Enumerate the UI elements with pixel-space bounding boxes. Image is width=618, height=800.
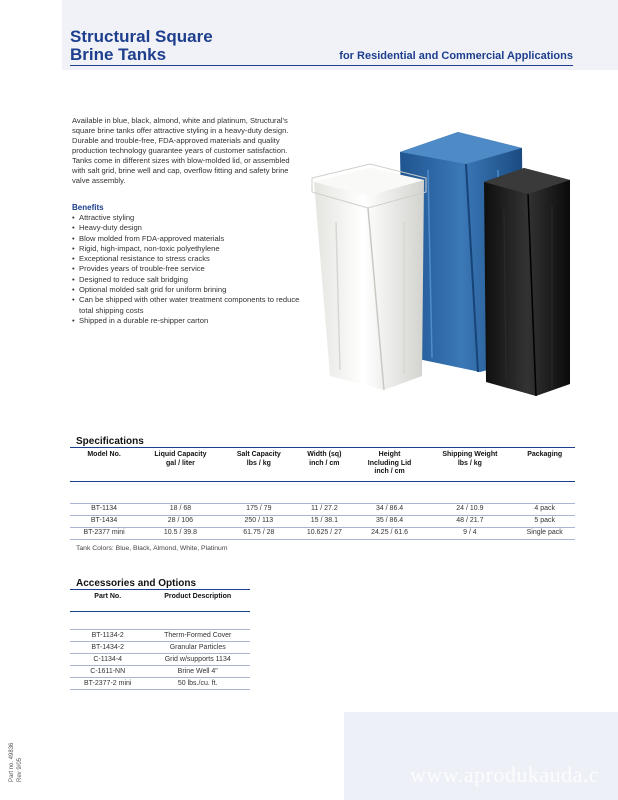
column-header: Width (sq) inch / cm: [295, 448, 354, 482]
table-cell: 9 / 4: [425, 527, 514, 539]
benefit-item: • Attractive styling: [72, 213, 304, 223]
benefit-item: • Shipped in a durable re-shipper carton: [72, 316, 304, 326]
column-header: Model No.: [70, 448, 138, 482]
table-cell: BT-1434: [70, 515, 138, 527]
table-header-row: [70, 448, 575, 482]
column-header: Height Including Lid inch / cm: [354, 448, 426, 482]
title-divider: [70, 65, 573, 66]
table-cell: 11 / 27.2: [295, 503, 354, 515]
column-header: Packaging: [514, 448, 575, 482]
table-row: [70, 678, 250, 690]
benefits-heading: Benefits: [72, 203, 104, 212]
part-number-text: Part no. 49836: [9, 742, 15, 782]
table-cell: Granular Particles: [145, 642, 250, 654]
table-cell: 175 / 79: [223, 503, 295, 515]
title-line-2: Brine Tanks: [70, 45, 167, 64]
table-row: [70, 503, 575, 515]
specifications-heading: Specifications: [76, 436, 144, 447]
table-cell: 24.25 / 61.6: [354, 527, 426, 539]
accessories-table: [70, 589, 250, 690]
table-cell: 10.625 / 27: [295, 527, 354, 539]
table-cell: Single pack: [514, 527, 575, 539]
accessories-heading: Accessories and Options: [76, 578, 197, 589]
table-cell: 24 / 10.9: [425, 503, 514, 515]
table-cell: 50 lbs./cu. ft.: [145, 678, 250, 690]
table-cell: Brine Well 4": [145, 666, 250, 678]
table-row: [70, 666, 250, 678]
part-number-label: [8, 743, 24, 782]
column-header: Part No.: [70, 590, 145, 612]
table-row: [70, 642, 250, 654]
table-cell: BT-1134: [70, 503, 138, 515]
white-tank: [312, 164, 426, 390]
table-row: [70, 630, 250, 642]
intro-paragraph: Available in blue, black, almond, white and platinum, Structural's square brine tanks offer attractive styling in a heavy-duty design. Durable and trouble-free, FDA-approved materials and quality production technology guarantee years of customer satisfaction. Tanks come in different sizes with blow-molded lid, or assembled with salt grid, brine well and cap, overflow fitting and safety brine valve assembly.: [72, 116, 290, 185]
benefit-item: • Can be shipped with other water treatment components to reduce total shipping costs: [72, 295, 304, 316]
table-cell: 35 / 86.4: [354, 515, 426, 527]
tank-colors-note: Tank Colors: Blue, Black, Almond, White, Platinum: [76, 545, 228, 552]
table-cell: BT-1434-2: [70, 642, 145, 654]
column-header: Shipping Weight lbs / kg: [425, 448, 514, 482]
benefit-item: • Optional molded salt grid for uniform brining: [72, 285, 304, 295]
benefit-item: • Designed to reduce salt bridging: [72, 275, 304, 285]
table-cell: 28 / 106: [138, 515, 223, 527]
table-row: [70, 654, 250, 666]
page-subtitle: for Residential and Commercial Applications: [339, 50, 573, 62]
table-cell: C-1611-NN: [70, 666, 145, 678]
table-cell: 48 / 21.7: [425, 515, 514, 527]
table-cell: 10.5 / 39.8: [138, 527, 223, 539]
table-header-row: [70, 590, 250, 612]
table-cell: BT-2377 mini: [70, 527, 138, 539]
table-cell: Therm-Formed Cover: [145, 630, 250, 642]
table-cell: 15 / 38.1: [295, 515, 354, 527]
table-cell: 18 / 68: [138, 503, 223, 515]
benefit-item: • Heavy-duty design: [72, 223, 304, 233]
specifications-table: [70, 447, 575, 540]
table-cell: 34 / 86.4: [354, 503, 426, 515]
brine-tanks-photo: [308, 130, 573, 400]
column-header: Salt Capacity lbs / kg: [223, 448, 295, 482]
table-row: [70, 515, 575, 527]
table-cell: C-1134-4: [70, 654, 145, 666]
benefit-item: • Provides years of trouble-free service: [72, 264, 304, 274]
black-tank: [484, 168, 570, 396]
table-cell: BT-2377-2 mini: [70, 678, 145, 690]
revision-text: Rev 9/05: [17, 757, 23, 782]
benefit-item: • Rigid, high-impact, non-toxic polyethylene: [72, 244, 304, 254]
column-header: Product Description: [145, 590, 250, 612]
table-cell: Grid w/supports 1134: [145, 654, 250, 666]
table-spacer-row: [70, 612, 250, 630]
benefit-item: • Exceptional resistance to stress cracks: [72, 254, 304, 264]
benefits-list: [72, 213, 304, 326]
benefit-item: • Blow molded from FDA-approved materials: [72, 234, 304, 244]
table-cell: 5 pack: [514, 515, 575, 527]
table-row: [70, 527, 575, 539]
table-cell: 4 pack: [514, 503, 575, 515]
table-cell: 250 / 113: [223, 515, 295, 527]
table-cell: 61.75 / 28: [223, 527, 295, 539]
watermark-text: www.aprodukauda.c: [410, 762, 600, 787]
table-cell: BT-1134-2: [70, 630, 145, 642]
title-line-1: Structural Square: [70, 27, 213, 46]
page-title: [70, 28, 213, 64]
column-header: Liquid Capacity gal / liter: [138, 448, 223, 482]
table-spacer-row: [70, 481, 575, 503]
